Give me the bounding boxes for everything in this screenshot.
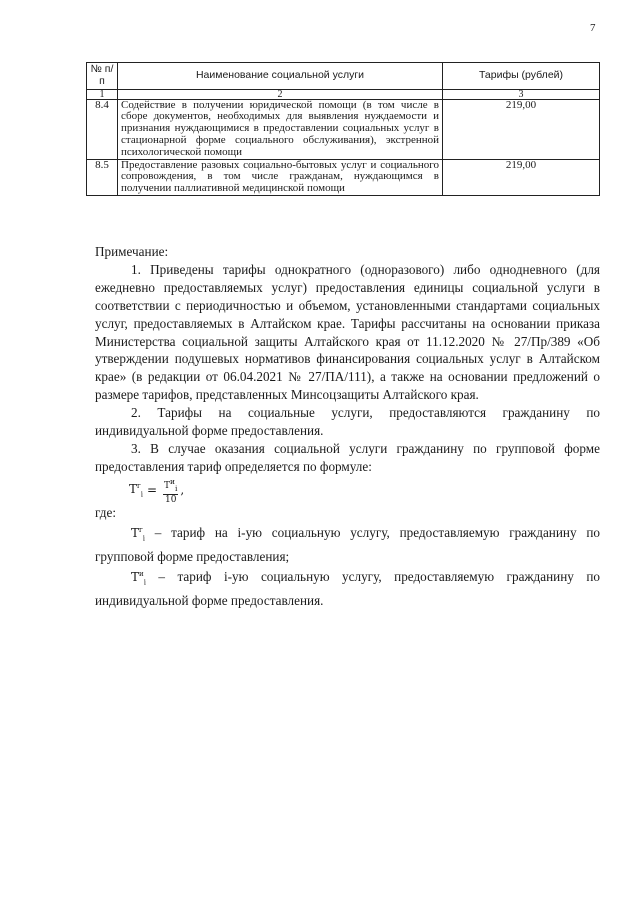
column-index-row	[87, 89, 600, 99]
notes-section	[95, 243, 600, 610]
where-label: где:	[95, 504, 116, 520]
formula-equals: =	[146, 482, 157, 497]
table-header-row	[87, 63, 600, 90]
note-paragraph-3: 3. В случае оказания социальной услуги гражданину по групповой форме предоставления тариф определяется по формуле:	[95, 440, 600, 474]
row-service-name: Предоставление разовых социально-бытовых услуг и социального сопровождения, в том числе гражданам, нуждающимся в получении паллиативной медицинской помощи	[118, 159, 443, 195]
definition-symbol: $T^и_i$	[131, 569, 146, 587]
formula-numerator: $T^и_i$	[164, 476, 178, 493]
formula-denominator: 10	[164, 494, 177, 505]
notes-heading: Примечание:	[95, 244, 169, 259]
column-index: 2	[118, 89, 443, 99]
definition-symbol: $T^г_i$	[131, 525, 145, 543]
row-num: 8.5	[87, 159, 118, 195]
row-num: 8.4	[87, 99, 118, 159]
table-row	[87, 99, 600, 159]
header-name: Наименование социальной услуги	[118, 63, 443, 90]
definition-group-tariff: $T^г_i$ – тариф на i-ую социальную услугу, предоставляемую гражданину по групповой форме предоставления;	[95, 524, 600, 564]
tariff-table	[86, 62, 600, 196]
header-num: № п/п	[87, 63, 118, 90]
page-number: 7	[590, 22, 596, 34]
tariff-formula	[129, 478, 600, 504]
table-row	[87, 159, 600, 195]
column-index: 3	[443, 89, 600, 99]
row-service-name: Содействие в получении юридической помощи (в том числе в сборе документов, необходимых для выявления нуждаемости и признания нуждающимися в предоставлении социальных услуг в стационарной форме социального обслуживания), экстренной психологической помощи	[118, 99, 443, 159]
definition-individual-tariff: $T^и_i$ – тариф i-ую социальную услугу, предоставляемую гражданину по индивидуальной форме предоставления.	[95, 568, 600, 609]
formula-fraction	[163, 477, 178, 505]
formula-lhs: $T^г_i$	[129, 481, 143, 499]
row-tariff: 219,00	[443, 99, 600, 159]
note-paragraph-2: 2. Тарифы на социальные услуги, предоставляются гражданину по индивидуальной форме предоставления.	[95, 405, 600, 439]
note-paragraph-1: 1. Приведены тарифы однократного (одноразового) либо однодневного (для ежедневно предоставляемых услуг) предоставления единицы социальной услуги в соответствии с периодичностью и объемом, установленными стандартами социальных услуг, предоставляемых в Алтайском крае. Тарифы рассчитаны на основании приказа Министерства социальной защиты Алтайского края от 11.12.2020 № 27/Пр/389 «Об утверждении подушевых нормативов финансирования социальных услуг в Алтайском крае» (в редакции от 06.04.2021 № 27/ПА/111), а также на основании предложений о размере тарифов, представленных Минсоцзащиты Алтайского края.	[95, 261, 600, 403]
column-index: 1	[87, 89, 118, 99]
formula-comma: ,	[180, 482, 185, 497]
header-tariff: Тарифы (рублей)	[443, 63, 600, 90]
row-tariff: 219,00	[443, 159, 600, 195]
